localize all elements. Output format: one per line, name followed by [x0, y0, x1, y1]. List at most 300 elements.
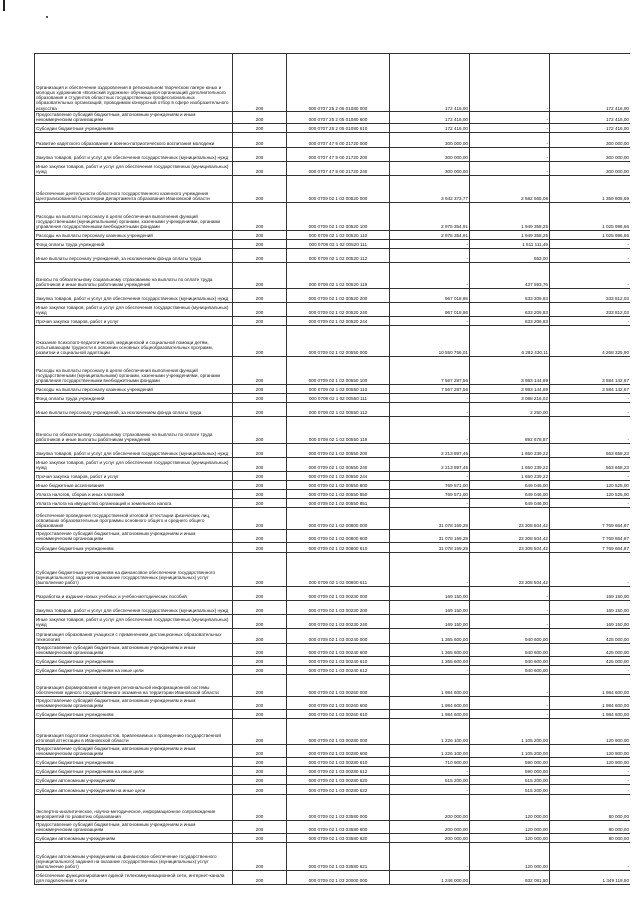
row-name: Развитие кадетского образования и военно-патриотического воспитания молодежи	[35, 132, 233, 147]
row-line-code: 200	[233, 498, 287, 507]
row-executed-amount: 649 046,00	[470, 489, 550, 498]
table-row	[35, 784, 631, 794]
table-row	[35, 123, 631, 132]
row-executed-amount: 649 046,00	[470, 480, 550, 489]
row-budget-code: 000 0709 02 1 03 03580 600	[287, 820, 390, 833]
row-budget-code: 000 0709 02 1 03 00240 000	[287, 628, 390, 643]
row-budget-code: 000 0709 02 1 03 00260 600	[287, 696, 390, 709]
row-line-code: 200	[233, 302, 287, 316]
row-line-code: 200	[233, 744, 287, 757]
row-remaining-amount: -	[550, 498, 631, 507]
row-remaining-amount: 425 000,00	[550, 628, 631, 643]
table-row	[35, 870, 631, 884]
row-line-code: 200	[233, 402, 287, 416]
row-executed-amount: 120 000,00	[470, 842, 550, 870]
row-line-code: 200	[233, 316, 287, 325]
row-approved-amount: 169 150,00	[390, 614, 470, 628]
row-remaining-amount: 172 416,00	[550, 112, 631, 124]
table-row	[35, 600, 631, 614]
row-name: Субсидии бюджетным учреждениям	[35, 656, 233, 665]
table-row	[35, 471, 631, 480]
row-name: Расходы на выплаты персоналу в целях обеспечения выполнения функций государственными (муниципальными) органами, казенными учреждениями, органами управления государственными внебюджетными фондами	[35, 202, 233, 230]
row-name: Расходы на выплаты персоналу казенных учреждений	[35, 230, 233, 239]
table-row	[35, 202, 631, 230]
row-approved-amount: -	[390, 239, 470, 248]
row-remaining-amount: 7 769 664,87	[550, 542, 631, 552]
row-budget-code: 000 0707 25 2 05 01080 000	[287, 54, 390, 112]
row-line-code: 200	[233, 443, 287, 457]
row-approved-amount: -	[390, 552, 470, 586]
row-approved-amount: 769 571,00	[390, 489, 470, 498]
row-remaining-amount: 333 812,03	[550, 302, 631, 316]
row-approved-amount: -	[390, 842, 470, 870]
row-name: Обеспечение функционирования единой телекоммуникационной сети, интернет-канала для подключения к сети	[35, 870, 233, 884]
row-line-code: 200	[233, 757, 287, 766]
row-budget-code: 000 0709 02 1 02 00550 111	[287, 393, 390, 402]
row-remaining-amount: 300 000,00	[550, 147, 631, 161]
row-budget-code: 000 0709 02 1 02 00520 000	[287, 175, 390, 202]
row-line-code: 200	[233, 132, 287, 147]
row-budget-code: 000 0709 02 1 02 00550 200	[287, 443, 390, 457]
row-approved-amount: -	[390, 766, 470, 775]
row-approved-amount: -	[390, 416, 470, 443]
table-row	[35, 674, 631, 696]
row-budget-code: 000 0709 02 1 02 00550 240	[287, 457, 390, 471]
table-row	[35, 696, 631, 709]
row-remaining-amount: 120 900,00	[550, 757, 631, 766]
row-line-code: 200	[233, 147, 287, 161]
row-executed-amount: 515 200,00	[470, 784, 550, 794]
row-name: Субсидии автономным учреждениям	[35, 833, 233, 842]
row-remaining-amount: 7 769 664,87	[550, 507, 631, 529]
row-approved-amount: 300 000,00	[390, 132, 470, 147]
budget-table-container	[34, 53, 630, 905]
row-budget-code: 000 0709 02 1 03 00260 000	[287, 674, 390, 696]
row-executed-amount: 1 650 239,22	[470, 443, 550, 457]
row-approved-amount: 3 942 373,77	[390, 175, 470, 202]
row-line-code: 200	[233, 552, 287, 586]
row-remaining-amount: 300 000,00	[550, 161, 631, 175]
row-executed-amount: 1 511 111,49	[470, 239, 550, 248]
row-executed-amount: 6 282 430,11	[470, 325, 550, 356]
row-remaining-amount: 120 900,00	[550, 744, 631, 757]
row-remaining-amount: 169 150,00	[550, 614, 631, 628]
table-row	[35, 586, 631, 600]
table-row	[35, 842, 631, 870]
row-remaining-amount: 1 984 600,00	[550, 709, 631, 718]
row-remaining-amount: -	[550, 784, 631, 794]
row-executed-amount: -	[470, 54, 550, 112]
row-line-code: 200	[233, 457, 287, 471]
row-name: Фонд оплаты труда учреждений	[35, 393, 233, 402]
row-remaining-amount: -	[550, 665, 631, 674]
row-name: Организация и обеспечение оздоровления в региональном творческом лагере юных и молодых художников «Волжский художник» обучающихся организаций дополнительного образования и студентов областных государственных профессиональных образовательных организаций, проводимом конкурсный отбор в сфере изобразительного искусства	[35, 54, 233, 112]
row-budget-code: 000 0709 02 1 03 00260 610	[287, 709, 390, 718]
row-name: Субсидии бюджетным учреждениям на иные цели	[35, 766, 233, 775]
row-approved-amount: 515 200,00	[390, 775, 470, 784]
row-budget-code: 000 0709 02 1 02 00550 112	[287, 402, 390, 416]
row-executed-amount: 23 308 504,42	[470, 542, 550, 552]
row-budget-code: 000 0709 02 1 02 00520 240	[287, 302, 390, 316]
row-remaining-amount: -	[550, 775, 631, 784]
row-name: Закупка товаров, работ и услуг для обеспечения государственных (муниципальных) нужд	[35, 443, 233, 457]
row-name: Экспертно-аналитическое, научно-методическое, информационное сопровождение мероприятий по развитию образования	[35, 794, 233, 820]
row-executed-amount: 23 308 504,42	[470, 507, 550, 529]
row-executed-amount: 1 650 239,22	[470, 457, 550, 471]
row-line-code: 200	[233, 600, 287, 614]
row-approved-amount: 7 567 287,56	[390, 356, 470, 384]
row-executed-amount: 437 593,76	[470, 262, 550, 288]
row-executed-amount: 3 088 216,02	[470, 393, 550, 402]
row-budget-code: 000 0709 02 1 03 00240 600	[287, 643, 390, 656]
table-row	[35, 262, 631, 288]
row-budget-code: 000 0709 02 1 02 00520 110	[287, 230, 390, 239]
row-remaining-amount: 1 025 996,66	[550, 230, 631, 239]
row-name: Разработка и издание новых учебных и учебно-методических пособий	[35, 586, 233, 600]
row-approved-amount: -	[390, 316, 470, 325]
row-name: Организация образования учащихся с применением дистанционных образовательных технологий	[35, 628, 233, 643]
table-row	[35, 288, 631, 302]
row-executed-amount: 1 105 200,00	[470, 744, 550, 757]
row-budget-code: 000 0709 02 1 03 00230 000	[287, 586, 390, 600]
row-approved-amount: 2 213 897,45	[390, 457, 470, 471]
row-line-code: 200	[233, 112, 287, 124]
row-name: Предоставление субсидий бюджетным, автономным учреждениям и иным некоммерческим организациям	[35, 820, 233, 833]
table-row	[35, 794, 631, 820]
table-row	[35, 775, 631, 784]
row-budget-code: 000 0707 47 9 00 21720 000	[287, 132, 390, 147]
row-line-code: 200	[233, 288, 287, 302]
row-budget-code: 000 0709 02 1 02 00800 611	[287, 552, 390, 586]
row-executed-amount: 1 650 239,22	[470, 471, 550, 480]
row-budget-code: 000 0709 02 1 02 00800 610	[287, 542, 390, 552]
row-budget-code: 000 0709 02 1 02 00550 244	[287, 471, 390, 480]
row-budget-code: 000 0709 02 1 03 03580 621	[287, 842, 390, 870]
row-name: Уплата налогов, сборов и иных платежей	[35, 489, 233, 498]
row-remaining-amount: 1 984 600,00	[550, 696, 631, 709]
row-name: Прочая закупка товаров, работ и услуг	[35, 316, 233, 325]
row-executed-amount: 1 105 200,00	[470, 718, 550, 744]
row-budget-code: 000 0709 02 1 02 00520 244	[287, 316, 390, 325]
row-executed-amount: -	[470, 696, 550, 709]
table-row	[35, 614, 631, 628]
row-remaining-amount: 3 584 142,67	[550, 384, 631, 393]
row-executed-amount: 3 983 144,89	[470, 384, 550, 393]
row-executed-amount: 892 678,87	[470, 416, 550, 443]
row-approved-amount: -	[390, 262, 470, 288]
row-budget-code: 000 0709 02 1 02 00550 110	[287, 384, 390, 393]
row-name: Субсидии автономным учреждениям на финансовое обеспечение государственного (муниципального) задания на оказание государственных (муниципальных) услуг (выполнение работ)	[35, 842, 233, 870]
table-row	[35, 402, 631, 416]
row-remaining-amount: 1 349 118,50	[550, 870, 631, 884]
row-name: Организация подготовки специалистов, привлекаемых к проведению государственной итоговой аттестации в Ивановской области	[35, 718, 233, 744]
row-executed-amount: -	[470, 132, 550, 147]
row-remaining-amount: 1 984 600,00	[550, 674, 631, 696]
row-name: Расходы на выплаты персоналу казенных учреждений	[35, 384, 233, 393]
table-row	[35, 656, 631, 665]
row-name: Иные закупки товаров, работ и услуг для обеспечения государственных (муниципальных) нужд	[35, 614, 233, 628]
table-row	[35, 628, 631, 643]
row-name: Субсидии автономным учреждениям	[35, 775, 233, 784]
row-remaining-amount: 120 525,00	[550, 489, 631, 498]
row-remaining-amount: -	[550, 316, 631, 325]
row-name: Субсидии бюджетным учреждениям	[35, 542, 233, 552]
row-remaining-amount: 300 000,00	[550, 132, 631, 147]
row-line-code: 200	[233, 643, 287, 656]
row-approved-amount: 10 550 756,01	[390, 325, 470, 356]
row-approved-amount: 2 975 354,91	[390, 230, 470, 239]
table-row	[35, 643, 631, 656]
row-line-code: 200	[233, 794, 287, 820]
row-remaining-amount: 4 268 325,90	[550, 325, 631, 356]
row-budget-code: 000 0709 02 1 03 03580 620	[287, 833, 390, 842]
row-name: Иные бюджетные ассигнования	[35, 480, 233, 489]
row-executed-amount: -	[470, 586, 550, 600]
row-executed-amount: 590 000,00	[470, 766, 550, 775]
row-budget-code: 000 0709 02 1 02 00520 100	[287, 202, 390, 230]
row-name: Субсидии бюджетным учреждениям на финансовое обеспечение государственного (муниципального) задания на оказание государственных (муниципальных) услуг (выполнение работ)	[35, 552, 233, 586]
row-executed-amount: 940 600,00	[470, 628, 550, 643]
table-row	[35, 709, 631, 718]
row-budget-code: 000 0709 02 1 02 00550 000	[287, 325, 390, 356]
row-budget-code: 000 0709 02 1 02 00520 111	[287, 239, 390, 248]
table-row	[35, 161, 631, 175]
row-budget-code: 000 0709 02 1 02 00550 100	[287, 356, 390, 384]
row-budget-code: 000 0709 02 1 02 00550 800	[287, 480, 390, 489]
row-approved-amount: -	[390, 471, 470, 480]
table-row	[35, 552, 631, 586]
row-executed-amount: 633 206,83	[470, 302, 550, 316]
row-name: Предоставление субсидий бюджетным, автономным учреждениям и иным некоммерческим организациям	[35, 696, 233, 709]
row-line-code: 200	[233, 614, 287, 628]
row-line-code: 200	[233, 665, 287, 674]
row-line-code: 200	[233, 718, 287, 744]
row-approved-amount: 31 078 169,29	[390, 507, 470, 529]
row-executed-amount: 2 582 565,08	[470, 175, 550, 202]
row-budget-code: 000 0709 02 1 03 00280 000	[287, 718, 390, 744]
row-budget-code: 000 0709 02 1 02 00800 600	[287, 529, 390, 542]
row-remaining-amount: 425 000,00	[550, 656, 631, 665]
table-row	[35, 820, 631, 833]
table-row	[35, 833, 631, 842]
row-executed-amount: 2 250,00	[470, 402, 550, 416]
row-approved-amount: 172 416,00	[390, 112, 470, 124]
row-budget-code: 000 0709 02 1 02 00520 112	[287, 248, 390, 262]
scan-dot	[46, 16, 48, 18]
row-executed-amount: 1 949 358,25	[470, 202, 550, 230]
row-executed-amount: -	[470, 147, 550, 161]
row-budget-code: 000 0709 02 1 02 00520 200	[287, 288, 390, 302]
table-row	[35, 230, 631, 239]
row-approved-amount: 31 078 169,29	[390, 542, 470, 552]
row-budget-code: 000 0709 02 1 02 00550 851	[287, 498, 390, 507]
table-row	[35, 498, 631, 507]
row-line-code: 200	[233, 325, 287, 356]
row-remaining-amount: 563 658,23	[550, 443, 631, 457]
row-line-code: 200	[233, 489, 287, 498]
row-executed-amount: 590 000,00	[470, 757, 550, 766]
row-remaining-amount: 120 525,00	[550, 480, 631, 489]
row-remaining-amount: -	[550, 239, 631, 248]
row-executed-amount: 940 600,00	[470, 656, 550, 665]
row-budget-code: 000 0709 02 1 03 00240 610	[287, 656, 390, 665]
row-approved-amount: 967 018,86	[390, 288, 470, 302]
row-remaining-amount: -	[550, 552, 631, 586]
scan-mark	[3, 0, 5, 11]
row-executed-amount: 120 000,00	[470, 794, 550, 820]
row-budget-code: 000 0709 02 1 03 03580 000	[287, 794, 390, 820]
row-approved-amount: 1 984 600,00	[390, 674, 470, 696]
row-remaining-amount: 80 000,00	[550, 794, 631, 820]
row-approved-amount: 1 984 600,00	[390, 709, 470, 718]
row-name: Предоставление субсидий бюджетным, автономным учреждениям и иным некоммерческим организациям	[35, 112, 233, 124]
row-approved-amount: 7 567 287,56	[390, 384, 470, 393]
row-budget-code: 000 0709 02 1 02 00550 850	[287, 489, 390, 498]
row-name: Иные закупки товаров, работ и услуг для обеспечения государственных (муниципальных) нужд	[35, 457, 233, 471]
row-remaining-amount: -	[550, 471, 631, 480]
row-name: Взносы по обязательному социальному страхованию на выплаты по оплате труда работников и иные выплаты работникам учреждений	[35, 416, 233, 443]
row-remaining-amount: -	[550, 766, 631, 775]
row-name: Фонд оплаты труда учреждений	[35, 239, 233, 248]
row-approved-amount: 967 018,86	[390, 302, 470, 316]
table-row	[35, 316, 631, 325]
table-row	[35, 356, 631, 384]
row-remaining-amount: 3 584 142,67	[550, 356, 631, 384]
row-remaining-amount: -	[550, 248, 631, 262]
row-approved-amount: -	[390, 498, 470, 507]
row-executed-amount: 23 308 504,42	[470, 552, 550, 586]
table-row	[35, 325, 631, 356]
table-row	[35, 112, 631, 124]
row-approved-amount: 172 416,00	[390, 123, 470, 132]
table-row	[35, 665, 631, 674]
table-row	[35, 529, 631, 542]
row-name: Оказание психолого-педагогической, медицинской и социальной помощи детям, испытывающим трудности в освоении основных общеобразовательных программ, развитии и социальной адаптации	[35, 325, 233, 356]
row-executed-amount: -	[470, 112, 550, 124]
table-row	[35, 744, 631, 757]
row-approved-amount: 300 000,00	[390, 147, 470, 161]
row-budget-code: 000 0709 02 1 03 00280 612	[287, 766, 390, 775]
row-line-code: 200	[233, 628, 287, 643]
row-line-code: 200	[233, 870, 287, 884]
row-approved-amount: 169 150,00	[390, 586, 470, 600]
row-budget-code: 000 0709 02 1 03 00280 620	[287, 775, 390, 784]
row-remaining-amount: 333 812,03	[550, 288, 631, 302]
row-line-code: 200	[233, 696, 287, 709]
table-row	[35, 507, 631, 529]
row-executed-amount: 633 206,83	[470, 288, 550, 302]
row-line-code: 200	[233, 709, 287, 718]
table-row	[35, 239, 631, 248]
row-remaining-amount: 80 000,00	[550, 820, 631, 833]
row-name: Субсидии бюджетным учреждениям	[35, 709, 233, 718]
table-row	[35, 54, 631, 112]
row-name: Иные выплаты персоналу учреждений, за исключением фонда оплаты труда	[35, 248, 233, 262]
table-row	[35, 147, 631, 161]
row-budget-code: 000 0707 25 2 05 01080 610	[287, 123, 390, 132]
row-remaining-amount: 7 769 664,87	[550, 529, 631, 542]
row-approved-amount: 2 213 897,45	[390, 443, 470, 457]
row-remaining-amount: 120 900,00	[550, 718, 631, 744]
row-executed-amount: 23 308 504,42	[470, 529, 550, 542]
row-line-code: 200	[233, 775, 287, 784]
row-approved-amount: 31 078 169,29	[390, 529, 470, 542]
row-approved-amount: 769 571,00	[390, 480, 470, 489]
row-executed-amount: 1 949 358,25	[470, 230, 550, 239]
row-line-code: 200	[233, 842, 287, 870]
table-row	[35, 248, 631, 262]
row-name: Предоставление субсидий бюджетным, автономным учреждениям и иным некоммерческим организациям	[35, 744, 233, 757]
row-remaining-amount: -	[550, 262, 631, 288]
row-budget-code: 000 0709 02 1 02 00550 119	[287, 416, 390, 443]
row-line-code: 200	[233, 202, 287, 230]
row-remaining-amount: 1 359 808,69	[550, 175, 631, 202]
row-line-code: 200	[233, 586, 287, 600]
row-line-code: 200	[233, 542, 287, 552]
row-approved-amount: 1 365 600,00	[390, 628, 470, 643]
row-name: Субсидии бюджетным учреждениям	[35, 757, 233, 766]
row-approved-amount: -	[390, 665, 470, 674]
row-executed-amount: 653,00	[470, 248, 550, 262]
row-executed-amount: 120 000,00	[470, 833, 550, 842]
row-budget-code: 000 0707 25 2 05 01080 600	[287, 112, 390, 124]
table-row	[35, 384, 631, 393]
row-executed-amount: 120 000,00	[470, 820, 550, 833]
row-line-code: 200	[233, 820, 287, 833]
budget-table	[34, 53, 630, 885]
row-executed-amount: 649 046,00	[470, 498, 550, 507]
row-line-code: 200	[233, 656, 287, 665]
table-row	[35, 132, 631, 147]
row-line-code: 200	[233, 784, 287, 794]
row-name: Взносы по обязательному социальному страхованию на выплаты по оплате труда работников и иные выплаты работникам учреждений	[35, 262, 233, 288]
row-name: Предоставление субсидий бюджетным, автономным учреждениям и иным некоммерческим организациям	[35, 529, 233, 542]
row-budget-code: 000 0707 47 9 00 21720 200	[287, 147, 390, 161]
row-approved-amount: 1 365 600,00	[390, 656, 470, 665]
row-remaining-amount: 169 150,00	[550, 600, 631, 614]
row-name: Закупка товаров, работ и услуг для обеспечения государственных (муниципальных) нужд	[35, 600, 233, 614]
row-executed-amount: 3 983 144,89	[470, 356, 550, 384]
row-remaining-amount: 563 658,23	[550, 457, 631, 471]
row-approved-amount: -	[390, 402, 470, 416]
row-line-code: 200	[233, 833, 287, 842]
row-line-code: 200	[233, 766, 287, 775]
table-row	[35, 393, 631, 402]
row-name: Субсидии бюджетным учреждениям на иные цели	[35, 665, 233, 674]
row-executed-amount: 940 600,00	[470, 643, 550, 656]
row-budget-code: 000 0709 02 1 02 00520 119	[287, 262, 390, 288]
row-approved-amount: 300 000,00	[390, 161, 470, 175]
row-budget-code: 000 0709 02 1 03 00280 600	[287, 744, 390, 757]
row-name: Иные закупки товаров, работ и услуг для обеспечения государственных (муниципальных) нужд	[35, 161, 233, 175]
row-line-code: 200	[233, 384, 287, 393]
row-name: Организация формирования и ведения региональной информационной системы обеспечения единого государственного экзамена на территории Ивановской области	[35, 674, 233, 696]
row-executed-amount: -	[470, 614, 550, 628]
table-row	[35, 302, 631, 316]
row-line-code: 200	[233, 529, 287, 542]
row-approved-amount: 1 226 100,00	[390, 718, 470, 744]
row-name: Уплата налога на имущество организаций и земельного налога	[35, 498, 233, 507]
row-approved-amount: 710 900,00	[390, 757, 470, 766]
row-remaining-amount: 172 416,00	[550, 54, 631, 112]
row-approved-amount: 169 150,00	[390, 600, 470, 614]
row-approved-amount: 200 000,00	[390, 794, 470, 820]
row-budget-code: 000 0709 02 1 02 00800 000	[287, 507, 390, 529]
row-line-code: 200	[233, 248, 287, 262]
row-approved-amount: -	[390, 784, 470, 794]
row-executed-amount: -	[470, 600, 550, 614]
row-line-code: 200	[233, 262, 287, 288]
